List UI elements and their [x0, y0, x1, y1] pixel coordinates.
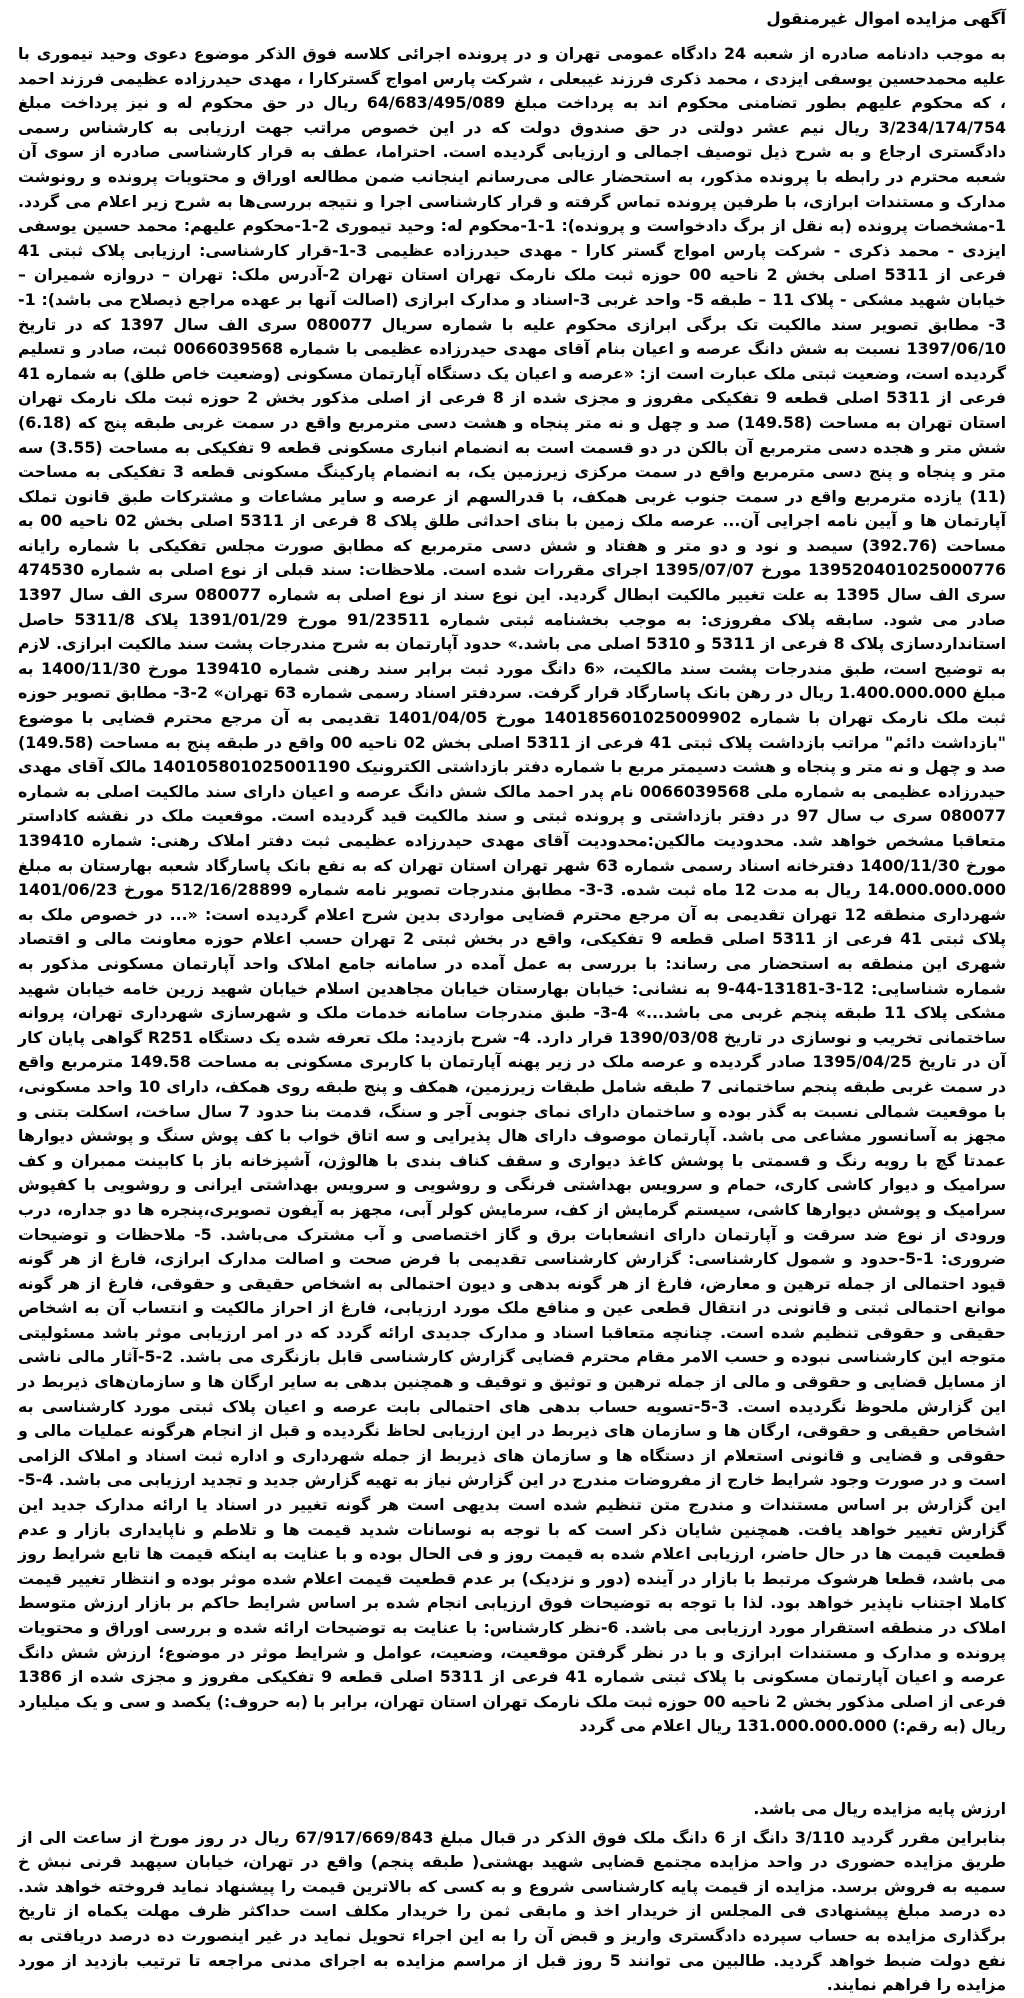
auction-terms-paragraph: بنابراین مقرر گردید 3/110 دانگ از 6 دانگ ملک فوق الذکر در قبال مبلغ 67/917/669/843 ریال در روز مورخ از ساعت الی از طریق مزایده حضوری در واحد مزایده مجتمع قضایی شهید بهشتی( طبقه پنجم) واقع در تهران، خیابان سپهبد قرنی نبش خ سمیه به فروش برسد. مزایده از قیمت پایه کارشناسی شروع و به کسی که بالاترین قیمت را پیشنهاد نماید فروخته خواهد شد. ده درصد مبلغ پیشنهادی فی المجلس از خریدار اخذ و مابقی ثمن را خریدار مکلف است حداکثر ظرف مهلت یکماه از تاریخ برگذاری مزایده به حساب سپرده دادگستری واریز و قبض آن را به این اجراء تحویل نماید در غیر اینصورت ده درصد دریافتی به نفع دولت ضبط خواهد گردید. طالبین می توانند 5 روز قبل از مراسم مزایده به اجرای مدنی مراجعه تا ترتیب بازدید از مورد مزایده را فراهم نمایند. — [18, 1827, 1006, 1995]
notice-title: آگهی مزایده اموال غیرمنقول — [766, 9, 1006, 28]
notice-body — [18, 42, 1006, 1739]
base-price-label: ارزش پایه مزایده ریال می باشد. — [753, 1798, 1006, 1818]
auction-terms — [18, 1826, 1006, 1998]
notice-paragraph-1: به موجب دادنامه صادره از شعبه 24 دادگاه عمومی تهران و در پرونده اجرائی کلاسه فوق الذکر موضوع دعوی وحید تیموری با علیه محمدحسین یوسفی ایزدی ، محمد ذکری فرزند غیبعلی ، شرکت پارس امواج گسترکارا ، مهدی حیدرزاده عظیمی فرزند احمد ، که محکوم علیهم بطور تضامنی محکوم اند به پرداخت مبلغ 64/683/495/089 ریال در حق محکوم له و نیز پرداخت مبلغ 3/234/174/754 ریال نیم عشر دولتی در حق صندوق دولت که در این خصوص مراتب جهت ارزیابی به کارشناس رسمی دادگستری ارجاع و به شرح ذیل توصیف اجمالی و ارزیابی گردیده است. احتراما، عطف به قرار کارشناسی صادره از سوی آن شعبه محترم در رابطه با پرونده مذکور، به استحضار عالی می‌رسانم اینجانب ضمن مطالعه اوراق و محتویات پرونده و رونوشت مدارک و مستندات ابرازی، با طرفین پرونده تماس گرفته و قرار کارشناسی اجرا و نتیجه بررسی‌ها به شرح زیر اعلام می گردد. 1-مشخصات پرونده (به نقل از برگ دادخواست و پرونده): 1-1-محکوم له: وحید تیموری 2-1-محکوم علیهم: محمد حسین یوسفی ایزدی - محمد ذکری - شرکت پارس امواج گستر کارا - مهدی حیدرزاده عظیمی 3-1-قرار کارشناسی: ارزیابی پلاک ثبتی 41 فرعی از 5311 اصلی بخش 2 ناحیه 00 حوزه ثبت ملک نارمک تهران استان تهران 2-آدرس ملک: تهران – دروازه شمیران – خیابان شهید مشکی - پلاک 11 – طبقه 5- واحد غربی 3-اسناد و مدارک ابرازی (اصالت آنها بر عهده مراجع ذیصلاح می باشد): 1-3- مطابق تصویر سند مالکیت تک برگی ابرازی محکوم علیه با شماره سریال 080077 سری الف سال 1397 که در تاریخ 1397/06/10 نسبت به شش دانگ عرصه و اعیان بنام آقای مهدی حیدرزاده عظیمی با شماره 0066039568 ثبت، صادر و تسلیم گردیده است، وضعیت ثبتی ملک عبارت است از: «عرصه و اعیان یک دستگاه آپارتمان مسکونی (وضعیت خاص طلق) به شماره 41 فرعی از 5311 اصلی قطعه 9 تفکیکی مفروز و مجزی شده از 8 فرعی از اصلی مذکور بخش 2 حوزه ثبت ملک نارمک تهران استان تهران به مساحت (149.58) صد و چهل و نه متر پنجاه و هشت دسی مترمربع واقع در سمت غربی طبقه پنج که (6.18) شش متر و هجده دسی مترمربع آن بالکن در دو قسمت است به انضمام انباری مسکونی قطعه 9 تفکیکی به مساحت (3.55) سه متر و پنجاه و پنج دسی مترمربع واقع در سمت مرکزی زیرزمین یک، به انضمام پارکینگ مسکونی قطعه 3 تفکیکی به مساحت (11) یازده مترمربع واقع در سمت جنوب غربی همکف، با قدرالسهم از عرصه و سایر مشاعات و مشترکات طبق قانون تملک آپارتمان ها و آیین نامه اجرایی آن... عرصه ملک زمین با بنای احداثی طلق پلاک 8 فرعی از 5311 اصلی بخش 02 ناحیه 00 به مساحت (392.76) سیصد و نود و دو متر و هفتاد و شش دسی مترمربع که مطابق صورت مجلس تفکیکی با شماره رایانه 139520401025000776 مورخ 1395/07/07 اجرای مقررات شده است. ملاحظات: سند قبلی از نوع اصلی به شماره 474530 سری الف سال 1395 به علت تغییر مالکیت ابطال گردید. این نوع سند از نوع اصلی به شماره 080077 سری الف سال 1397 صادر می شود. سابقه پلاک مفروزی: به موجب بخشنامه ثبتی شماره 91/23511 مورخ 1391/01/29 پلاک 5311/8 حاصل استانداردسازی پلاک 8 فرعی از 5311 و 5310 اصلی می باشد.» حدود آپارتمان به شرح مندرجات پشت سند مالکیت ابرازی. لازم به توضیح است، طبق مندرجات پشت سند مالکیت، «6 دانگ مورد ثبت برابر سند رهنی شماره 139410 مورخ 1400/11/30 به مبلغ 1.400.000.000 ریال در رهن بانک پاسارگاد قرار گرفت. سردفتر اسناد رسمی شماره 63 تهران» 2-3- مطابق تصویر حوزه ثبت ملک نارمک تهران با شماره 140185601025009902 مورخ 1401/04/05 تقدیمی به آن مرجع محترم قضایی با موضوع "بازداشت دائم" مراتب بازداشت پلاک ثبتی 41 فرعی از 5311 اصلی بخش 02 ناحیه 00 واقع در طبقه پنج به مساحت (149.58) صد و چهل و نه متر و پنجاه و هشت دسیمتر مربع با شماره دفتر بازداشتی الکترونیک 140105801025001190 مالک آقای مهدی حیدرزاده عظیمی به شماره ملی 0066039568 نام پدر احمد مالک شش دانگ عرصه و اعیان دارای سند مالکیت اصلی به شماره 080077 سری ب سال 97 در دفتر بازداشتی و پرونده ثبتی و سند مالکیت قید گردیده است. موقعیت ملک در نقشه کاداستر متعاقبا مشخص خواهد شد. محدودیت مالکین:محدودیت آقای مهدی حیدرزاده عظیمی ثبت دفتر املاک رهنی: شماره 139410 مورخ 1400/11/30 دفترخانه اسناد رسمی شماره 63 شهر تهران استان تهران که به نفع بانک پاسارگاد شعبه بهارستان به مبلغ 14.000.000.000 ریال به مدت 12 ماه ثبت شده. 3-3- مطابق مندرجات تصویر نامه شماره 512/16/28899 مورخ 1401/06/23 شهرداری منطقه 12 تهران تقدیمی به آن مرجع محترم قضایی مواردی بدین شرح اعلام گردیده است: «... در خصوص ملک به پلاک ثبتی 41 فرعی از 5311 اصلی قطعه 9 تفکیکی، واقع در بخش ثبتی 2 تهران حسب اعلام حوزه معاونت مالی و اقتصاد شهری این منطقه به استحضار می رساند: با بررسی به عمل آمده در سامانه جامع املاک واحد آپارتمان مسکونی مذکور به شماره شناسایی: 12-3-13181-44-9 به نشانی: خیابان بهارستان خیابان مجاهدین اسلام خیابان شهید زرین خامه خیابان شهید مشکی پلاک 11 طبقه پنجم غربی می باشد...» 4-3- طبق مندرجات سامانه خدمات ملک و شهرسازی شهرداری تهران، پروانه ساختمانی تخریب و نوسازی در تاریخ 1390/03/08 قرار دارد. 4- شرح بازدید: ملک تعرفه شده یک دستگاه R251 گواهی پایان کار آن در تاریخ 1395/04/25 صادر گردیده و عرصه ملک در زیر پهنه آپارتمان با کاربری مسکونی به مساحت 149.58 مترمربع واقع در سمت غربی طبقه پنجم ساختمانی 7 طبقه شامل طبقات زیرزمین، همکف و پنج طبقه روی همکف، دارای 10 واحد مسکونی، با موقعیت شمالی نسبت به گذر بوده و ساختمان دارای نمای جنوبی آجر و سنگ، قدمت بنا حدود 7 سال ساخت، اسکلت بتنی و مجهز به آسانسور مشاعی می باشد. آپارتمان موصوف دارای هال پذیرایی و سه اتاق خواب با کف پوش سنگ و پوشش دیوارها عمدتا گچ با رویه رنگ و قسمتی با پوشش کاغذ دیواری و سقف کناف بندی با هالوژن، آشپزخانه باز با کابینت ممبران و کف سرامیک و دیوار کاشی کاری، حمام و سرویس بهداشتی فرنگی و روشویی و سرویس بهداشتی ایرانی و روشویی با کفپوش سرامیک و پوشش دیوارها کاشی، سیستم گرمایش از کف، سرمایش کولر آبی، مجهز به آیفون تصویری،پنجره ها دو جداره، درب ورودی از نوع ضد سرقت و آپارتمان دارای انشعابات برق و گاز اختصاصی و آب مشترک می‌باشد. 5- ملاحظات و توضیحات ضروری: 1-5-حدود و شمول کارشناسی: گزارش کارشناسی تقدیمی با فرض صحت و اصالت مدارک ابرازی، فارغ از هر گونه قیود احتمالی از جمله ترهین و معارض، فارغ از هر گونه بدهی و دیون احتمالی به اشخاص حقیقی و حقوقی، فارغ از هر گونه موانع احتمالی ثبتی و قانونی در انتقال قطعی عین و منافع ملک مورد ارزیابی، فارغ از احراز مالکیت و انتساب آن به اشخاص حقیقی و حقوقی تنظیم شده است. چنانچه متعاقبا اسناد و مدارک جدیدی ارائه گردد که در امر ارزیابی موثر باشد مسئولیتی متوجه این کارشناسی نبوده و حسب الامر مقام محترم قضایی گزارش کارشناسی قابل بازنگری می باشد. 2-5-آثار مالی ناشی از مسایل قضایی و حقوقی و مالی از جمله ترهین و توثیق و توقیف و همچنین بدهی به سایر ارگان ها و سازمان‌های ذیربط در این گزارش ملحوظ نگردیده است. 3-5-تسویه حساب بدهی های احتمالی بابت عرصه و اعیان پلاک ثبتی مورد کارشناسی به اشخاص حقیقی و حقوقی، ارگان ها و سازمان های ذیربط در این ارزیابی لحاظ نگردیده و قبل از انجام هرگونه عملیات مالی و حقوقی و قضایی و قانونی استعلام از دستگاه ها و سازمان های ذیربط از جمله شهرداری و اداره ثبت اسناد و املاک الزامی است و در صورت وجود شرایط خارج از مفروضات مندرج در این گزارش نیاز به تهیه گزارش جدید و تجدید ارزیابی می باشد. 4-5-این گزارش بر اساس مستندات و مندرج متن تنظیم شده است بدیهی است هر گونه تغییر در اسناد یا ارائه مدارک جدید این گزارش تغییر خواهد یافت. همچنین شایان ذکر است که با توجه به نوسانات شدید قیمت ها و تلاطم و ناپایداری بازار و عدم قطعیت قیمت ها در حال حاضر، ارزیابی اعلام شده به قیمت روز و فی الحال بوده و با عنایت به اینکه قیمت ها تابع شرایط روز می باشد، قطعا هرشوک مرتبط با بازار در آینده (دور و نزدیک) بر عدم قطعیت قیمت اعلام شده موثر بوده و انتظار تغییر قیمت کاملا اجتناب ناپذیر خواهد بود. لذا با توجه به توضیحات فوق ارزیابی انجام شده بر اساس شرایط حاکم بر بازار ارزش متوسط املاک در منطقه استقرار مورد ارزیابی می باشد. 6-نظر کارشناس: با عنایت به توضیحات ارائه شده و بررسی اوراق و محتویات پرونده و مدارک و مستندات ابرازی و با در نظر گرفتن موقعیت، وضعیت، عوامل و شرایط موثر در موضوع؛ ارزش شش دانگ عرصه و اعیان آپارتمان مسکونی با پلاک ثبتی شماره 41 فرعی از 5311 اصلی قطعه 9 تفکیکی مفروز و مجزی شده از 1386 فرعی از اصلی مذکور بخش 2 ناحیه 00 حوزه ثبت ملک نارمک تهران استان تهران، برابر با (به حروف:) یکصد و سی و یک میلیارد ریال (به رقم:) 131.000.000.000 ریال اعلام می گردد — [17, 44, 1007, 1736]
section-gap — [18, 1739, 1006, 1797]
